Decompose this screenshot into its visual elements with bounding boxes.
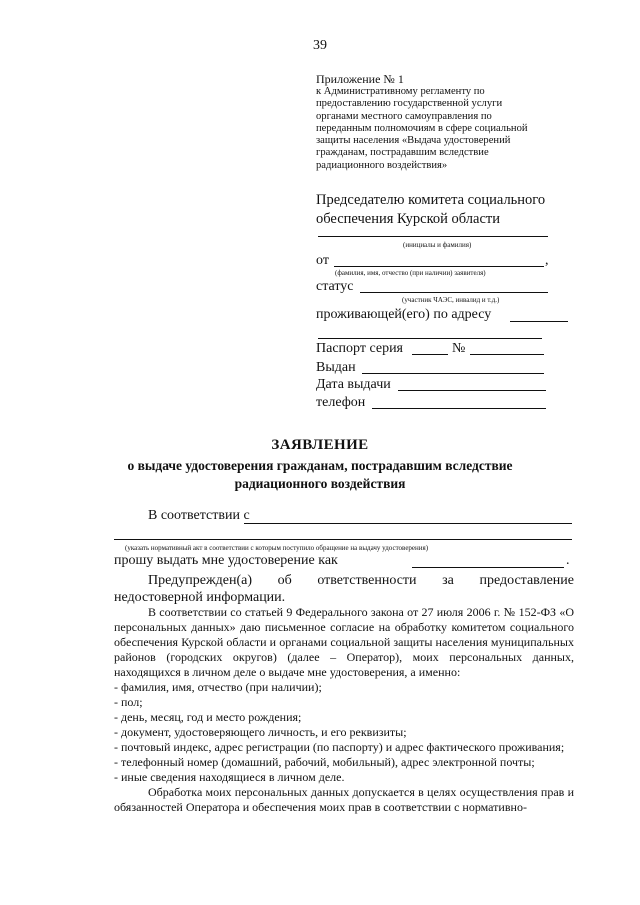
warning-line: Предупрежден(а) об ответственности за предоставление [148, 573, 574, 588]
consent-paragraph: В соответствии со статьей 9 Федерального закона от 27 июля 2006 г. № 152-ФЗ «О персональных данных» даю письменное согласие на обработку комитетом социального обеспечения Курской области и органами социальной защиты населения муниципальных районов (городских округов) (далее – Оператор), моих персональных данных, находящихся в личном деле о выдаче мне удостоверения, а именно: [114, 605, 574, 679]
address-field-continued[interactable] [318, 338, 542, 339]
status-caption: (участник ЧАЭС, инвалид и т.д.) [402, 296, 500, 304]
passport-series-label: Паспорт серия [316, 341, 403, 356]
address-label: проживающей(его) по адресу [316, 307, 492, 322]
certificate-category-field[interactable] [412, 567, 564, 568]
initials-field[interactable] [318, 236, 548, 237]
passport-series-field[interactable] [412, 354, 448, 355]
legal-act-field-continued[interactable] [114, 539, 572, 540]
list-item: - фамилия, имя, отчество (при наличии); [114, 680, 322, 694]
request-text: прошу выдать мне удостоверение как [114, 553, 338, 568]
address-field[interactable] [510, 321, 568, 322]
recipient-line: обеспечения Курской области [316, 211, 500, 227]
legal-act-field[interactable] [244, 523, 572, 524]
appendix-line: гражданам, пострадавшим вследствие [316, 147, 489, 159]
list-item: - почтовый индекс, адрес регистрации (по паспорту) и адрес фактического проживания; [114, 740, 565, 754]
warning-block [114, 572, 574, 606]
list-item: - телефонный номер (домашний, рабочий, мобильный), адрес электронной почты; [114, 755, 535, 769]
list-item: - иные сведения находящиеся в личном деле. [114, 770, 345, 784]
document-subtitle: радиационного воздействия [234, 476, 406, 491]
according-label: В соответствии с [148, 508, 250, 523]
warning-line: недостоверной информации. [114, 590, 286, 605]
issue-date-field[interactable] [398, 390, 546, 391]
phone-field[interactable] [372, 408, 546, 409]
from-label: от [316, 253, 329, 268]
document-title: ЗАЯВЛЕНИЕ [271, 437, 369, 453]
consent-block [114, 605, 574, 815]
appendix-line: органами местного самоуправления по [316, 110, 492, 122]
phone-label: телефон [316, 395, 366, 410]
initials-caption: (инициалы и фамилия) [403, 241, 472, 249]
fio-caption: (фамилия, имя, отчество (при наличии) заявителя) [335, 269, 486, 277]
request-end: . [566, 553, 570, 568]
document-subtitle: о выдаче удостоверения гражданам, пострадавшим вследствие [127, 458, 513, 473]
appendix-block [316, 72, 566, 172]
issued-label: Выдан [316, 360, 356, 375]
from-comma: , [545, 253, 549, 268]
appendix-line: к Административному регламенту по [316, 86, 485, 97]
status-label: статус [316, 279, 354, 294]
appendix-line: радиационного воздействия» [316, 159, 448, 171]
issued-field[interactable] [362, 373, 544, 374]
appendix-line: предоставлению государственной услуги [316, 98, 503, 110]
recipient-line: Председателю комитета социального [316, 192, 546, 208]
passport-number-field[interactable] [470, 354, 544, 355]
legal-act-caption: (указать нормативный акт в соответствии с которым поступило обращение на выдачу удостоверения) [125, 544, 429, 552]
appendix-line: переданным полномочиям в сфере социальной [316, 122, 528, 134]
appendix-title: Приложение № 1 [316, 72, 404, 86]
recipient-block [316, 191, 578, 229]
list-item: - документ, удостоверяющего личность, и его реквизиты; [114, 725, 407, 739]
issue-date-label: Дата выдачи [316, 377, 391, 392]
list-item: - пол; [114, 695, 143, 709]
appendix-line: защиты населения «Выдача удостоверений [316, 135, 511, 147]
status-field[interactable] [360, 292, 548, 293]
page-number: 39 [313, 38, 327, 53]
processing-paragraph: Обработка моих персональных данных допускается в целях осуществления прав и обязанностей Оператора и обеспечения моих прав в соответствии с нормативно- [114, 785, 574, 814]
list-item: - день, месяц, год и место рождения; [114, 710, 302, 724]
from-field[interactable] [334, 266, 544, 267]
passport-number-sign: № [452, 341, 466, 356]
